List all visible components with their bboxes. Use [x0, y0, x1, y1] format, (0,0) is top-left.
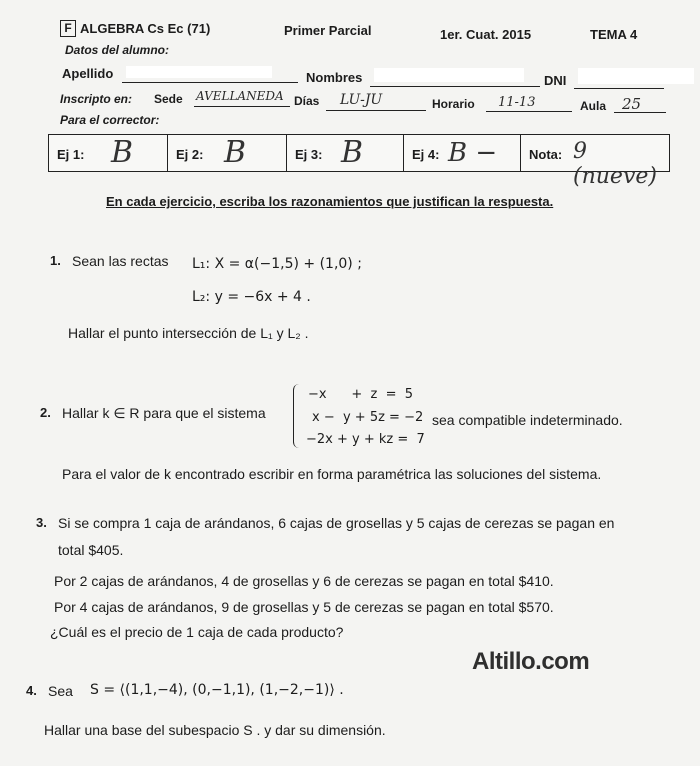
- grade-cell-ej1: [49, 135, 168, 171]
- grade-value-ej4: B −: [448, 138, 498, 168]
- grade-label-ej4: Ej 4:: [412, 147, 440, 162]
- apellido-redaction: [126, 66, 272, 78]
- ex2-eq2: x − y + 5z = −2: [312, 410, 424, 425]
- grade-cell-ej2: [168, 135, 287, 171]
- dias-value: LU-JU: [340, 92, 383, 108]
- ex3-line3: Por 2 cajas de arándanos, 4 de grosellas y 6 de cerezas se pagan en total $410.: [54, 573, 554, 589]
- ex2-question: Para el valor de k encontrado escribir en forma paramétrica las soluciones del sistema.: [62, 466, 602, 482]
- grade-value-ej1: B: [111, 135, 134, 170]
- horario-label: Horario: [432, 97, 475, 111]
- ex3-line1: Si se compra 1 caja de arándanos, 6 cajas de grosellas y 5 cajas de cerezas se pagan en: [58, 515, 615, 531]
- sede-label: Sede: [154, 92, 183, 106]
- ex3-line5: ¿Cuál es el precio de 1 caja de cada producto?: [50, 624, 344, 640]
- horario-line: [486, 111, 572, 112]
- aula-line: [614, 112, 666, 113]
- grade-label-nota: Nota:: [529, 147, 563, 162]
- ex2-condition: sea compatible indeterminado.: [432, 412, 623, 428]
- grade-cell-nota: [521, 135, 669, 189]
- course-title: ALGEBRA Cs Ec (71): [80, 21, 211, 36]
- ex4-intro: Sea: [48, 683, 73, 699]
- dias-label: Días: [294, 94, 320, 108]
- nombres-redaction: [374, 68, 524, 82]
- ex3-line2: total $405.: [58, 542, 124, 558]
- grade-value-ej2: B: [224, 135, 247, 170]
- grade-label-ej3: Ej 3:: [295, 147, 323, 162]
- apellido-label: Apellido: [62, 66, 114, 81]
- ex4-question: Hallar una base del subespacio S . y dar su dimensión.: [44, 722, 386, 738]
- grade-value-nota: 9 (nueve): [573, 139, 657, 189]
- corrector-label: Para el corrector:: [60, 113, 160, 127]
- ex2-number: 2.: [40, 405, 51, 420]
- horario-value: 11-13: [498, 95, 536, 110]
- ex1-question: Hallar el punto intersección de L₁ y L₂ .: [68, 325, 309, 341]
- aula-value: 25: [622, 95, 642, 113]
- sede-value: AVELLANEDA: [196, 89, 284, 103]
- instruction: En cada ejercicio, escriba los razonamientos que justifican la respuesta.: [106, 194, 554, 209]
- ex4-set: S = ⟨(1,1,−4), (0,−1,1), (1,−2,−1)⟩ .: [90, 682, 344, 698]
- grade-value-ej3: B: [341, 135, 364, 170]
- grade-table: [48, 134, 670, 189]
- ex3-line4: Por 4 cajas de arándanos, 9 de grosellas y 5 de cerezas se pagan en total $570.: [54, 599, 554, 615]
- ex2-intro: Hallar k ∈ R para que el sistema: [62, 405, 266, 421]
- system-brace: [293, 384, 302, 448]
- ex3-number: 3.: [36, 515, 47, 530]
- header-box-letter: F: [60, 20, 76, 37]
- dni-redaction: [578, 68, 694, 84]
- ex1-number: 1.: [50, 253, 61, 268]
- dni-line: [574, 88, 664, 89]
- inscripto-label: Inscripto en:: [60, 92, 133, 106]
- ex1-intro: Sean las rectas: [72, 253, 169, 269]
- ex1-line-l2: L₂: y = −6x + 4 .: [192, 289, 311, 305]
- grade-label-ej2: Ej 2:: [176, 147, 204, 162]
- nombres-line: [370, 86, 540, 87]
- student-section-label: Datos del alumno:: [65, 43, 170, 57]
- term: 1er. Cuat. 2015: [440, 27, 532, 42]
- apellido-line: [122, 82, 298, 83]
- nombres-label: Nombres: [306, 70, 363, 85]
- sede-line: [194, 106, 290, 107]
- dni-label: DNI: [544, 73, 567, 88]
- watermark: Altillo.com: [472, 648, 590, 675]
- ex2-eq1: −x + z = 5: [308, 387, 414, 402]
- aula-label: Aula: [580, 99, 607, 113]
- exam-title: Primer Parcial: [284, 23, 372, 38]
- grade-cell-ej3: [287, 135, 404, 171]
- ex4-number: 4.: [26, 683, 37, 698]
- grade-cell-ej4: [404, 135, 521, 171]
- grade-label-ej1: Ej 1:: [57, 147, 85, 162]
- ex1-line-l1: L₁: X = α(−1,5) + (1,0) ;: [192, 256, 362, 272]
- tema: TEMA 4: [590, 27, 638, 42]
- dias-line: [326, 110, 426, 111]
- ex2-eq3: −2x + y + kz = 7: [306, 432, 425, 447]
